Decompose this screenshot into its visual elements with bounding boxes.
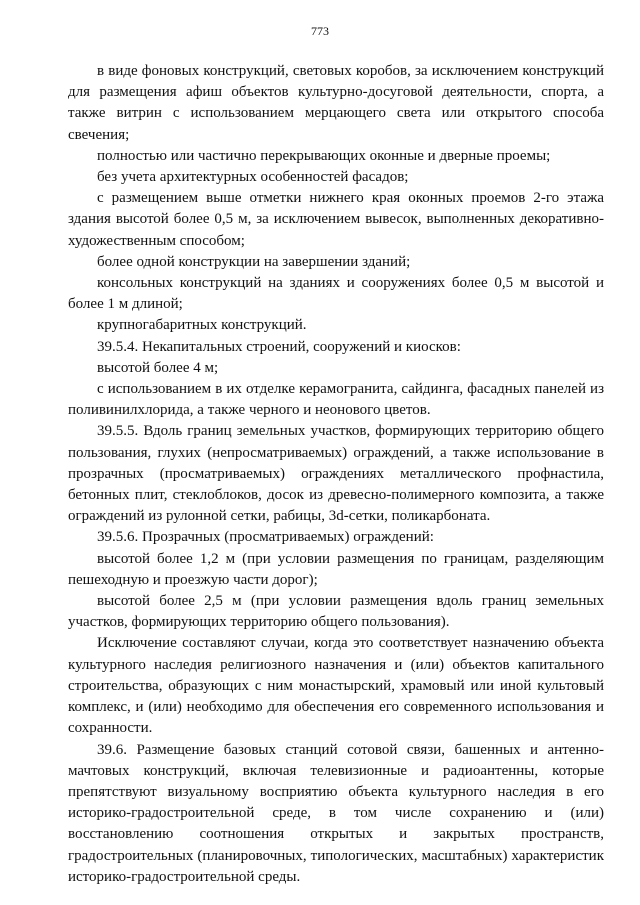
paragraph: с использованием в их отделке керамогранита, сайдинга, фасадных панелей из поливинилхлорида, а также черного и неонового цветов. [68, 381, 604, 419]
section-paragraph: 39.6. Размещение базовых станций сотовой связи, башенных и антенно-мачтовых конструкций, включая телевизионные и радиоантенны, которые препятствуют визуальному восприятию объекта культурного наследия в его историко-градостроительной среде, в том числе сохранению и (или) восстановлению соотношения открытых и закрытых пространств, градостроительных (планировочных, типологических, масштабных) характеристик историко-градостроительной среды. [68, 741, 604, 885]
paragraph: с размещением выше отметки нижнего края оконных проемов 2-го этажа здания высотой более 0,5 м, за исключением вывесок, выполненных декоративно-художественным способом; [68, 190, 604, 249]
page-number: 773 [311, 24, 329, 38]
paragraph: консольных конструкций на зданиях и сооружениях более 0,5 м высотой и более 1 м длиной; [68, 275, 604, 313]
paragraph: Исключение составляют случаи, когда это соответствует назначению объекта культурного наследия религиозного назначения и (или) объектов капитального строительства, образующих с ним монастырский, храмовый или иной культовый комплекс, и (или) необходимо для обеспечения его современного использования и сохранности. [68, 635, 604, 737]
section-paragraph: 39.5.5. Вдоль границ земельных участков, формирующих территорию общего пользования, глухих (непросматриваемых) ограждений, а также использование в прозрачных (просматриваемых) ограждениях металлического профнастила, бетонных плит, стеклоблоков, досок из древесно-полимерного композита, а также ограждений из рулонной сетки, рабицы, 3d-сетки, поликарбоната. [68, 423, 604, 525]
paragraph: высотой более 4 м; [97, 359, 219, 376]
section-heading: 39.5.6. Прозрачных (просматриваемых) ограждений: [97, 529, 434, 546]
paragraph: без учета архитектурных особенностей фасадов; [97, 169, 409, 186]
section-heading: 39.5.4. Некапитальных строений, сооружений и киосков: [97, 338, 461, 355]
document-body [68, 61, 604, 888]
paragraph: полностью или частично перекрывающих оконные и дверные проемы; [97, 147, 551, 164]
paragraph: высотой более 2,5 м (при условии размещения вдоль границ земельных участков, формирующих территорию общего пользования). [68, 593, 604, 631]
paragraph: высотой более 1,2 м (при условии размещения по границам, разделяющим пешеходную и проезжую части дорог); [68, 550, 604, 588]
paragraph: более одной конструкции на завершении зданий; [97, 253, 411, 270]
paragraph: в виде фоновых конструкций, световых коробов, за исключением конструкций для размещения афиш объектов культурно-досуговой деятельности, спорта, а также витрин с использованием мерцающего света или открытого способа свечения; [68, 63, 604, 143]
paragraph: крупногабаритных конструкций. [97, 317, 307, 334]
